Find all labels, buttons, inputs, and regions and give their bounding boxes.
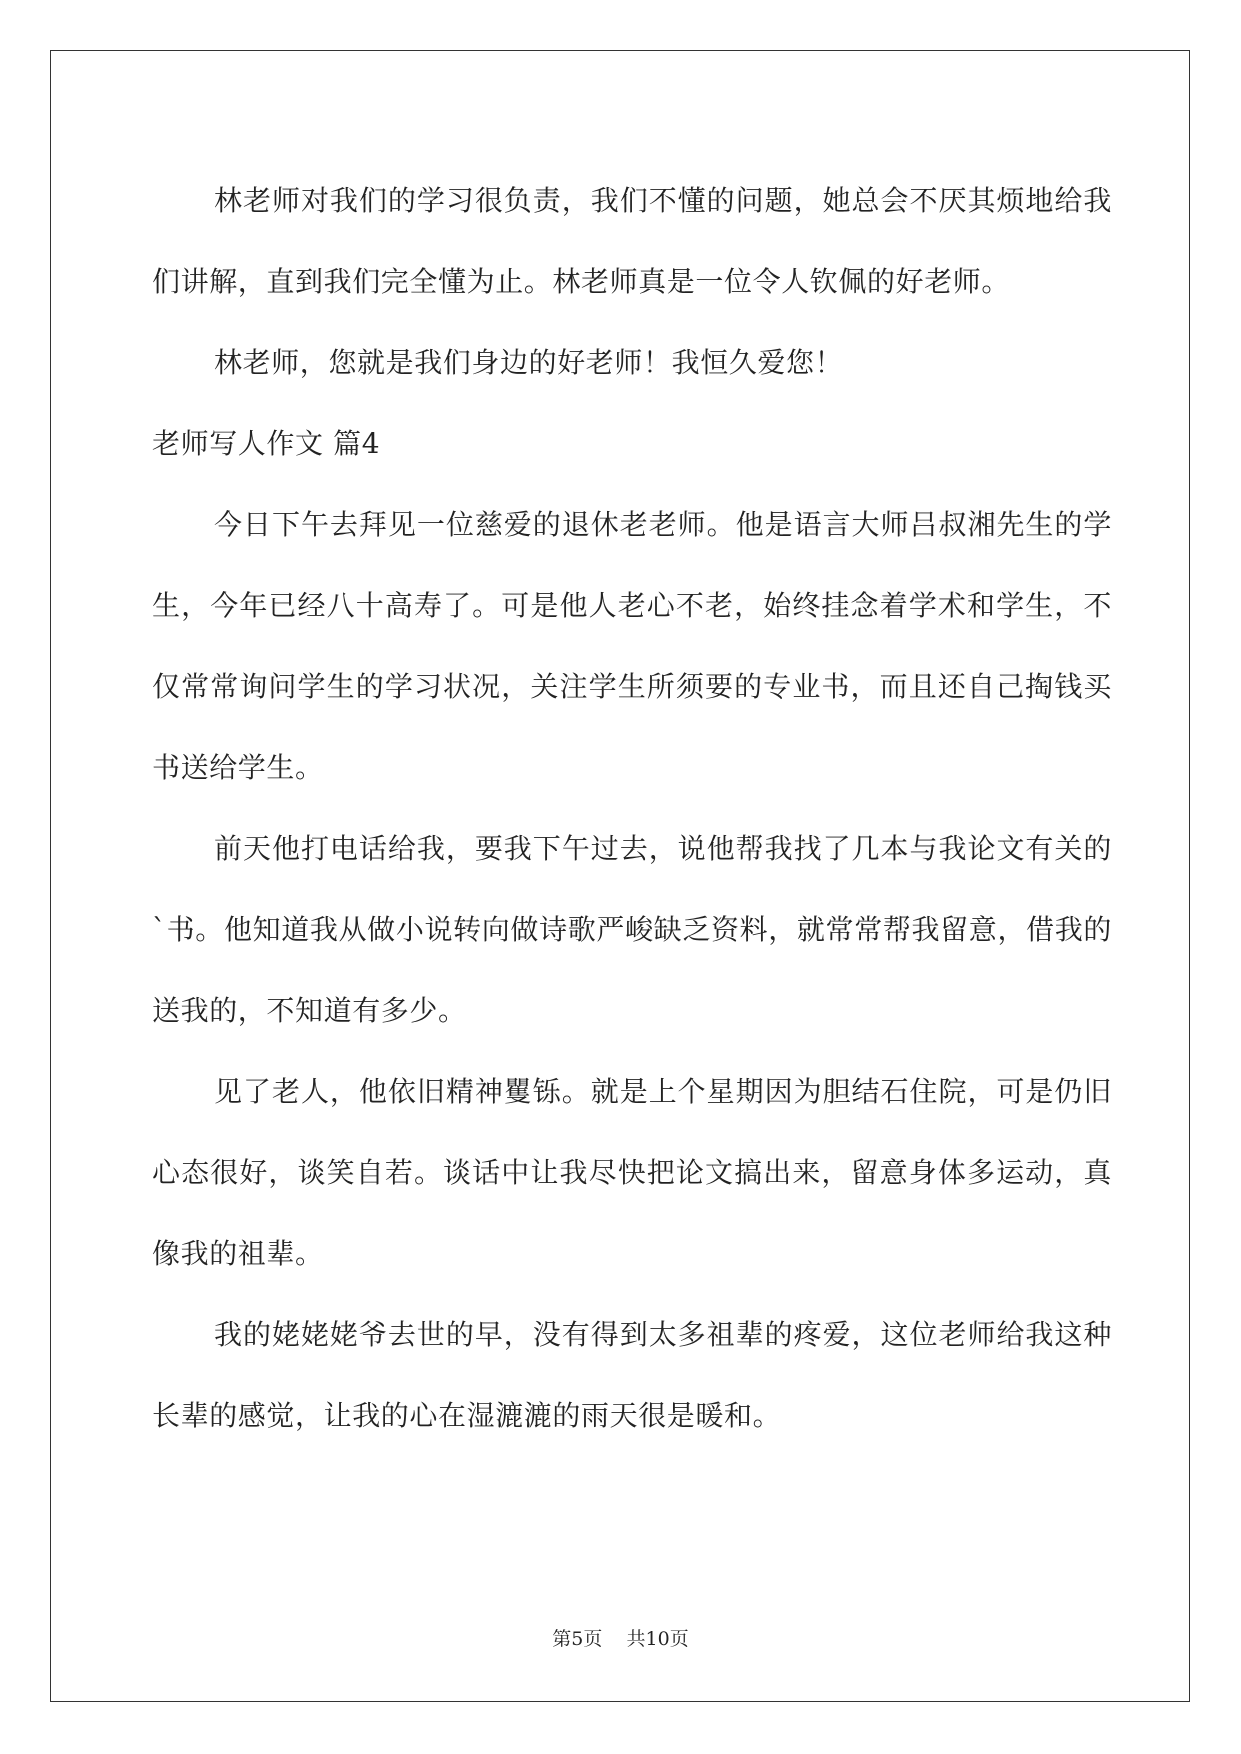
page-footer <box>0 1624 1241 1651</box>
section-heading: 老师写人作文 篇4 <box>152 427 381 460</box>
paragraph-meeting-elder: 见了老人，他依旧精神矍铄。就是上个星期因为胆结石住院，可是仍旧心态很好，谈笑自若。谈话中让我尽快把论文搞出来，留意身体多运动，真像我的祖辈。 <box>152 1075 1112 1270</box>
paragraph-phone-call: 前天他打电话给我，要我下午过去，说他帮我找了几本与我论文有关的`书。他知道我从做小说转向做诗歌严峻缺乏资料，就常常帮我留意，借我的送我的，不知道有多少。 <box>152 832 1112 1027</box>
paragraph-teacher-lin-responsible: 林老师对我们的学习很负责，我们不懂的问题，她总会不厌其烦地给我们讲解，直到我们完全懂为止。林老师真是一位令人钦佩的好老师。 <box>152 184 1112 298</box>
page-total: 共10页 <box>626 1628 689 1650</box>
paragraph-teacher-lin-love: 林老师，您就是我们身边的好老师！我恒久爱您！ <box>214 346 844 379</box>
document-body <box>152 160 1112 1456</box>
paragraph-visit-retired-teacher: 今日下午去拜见一位慈爱的退休老老师。他是语言大师吕叔湘先生的学生，今年已经八十高寿了。可是他人老心不老，始终挂念着学术和学生，不仅常常询问学生的学习状况，关注学生所须要的专业书，而且还自己掏钱买书送给学生。 <box>152 508 1112 784</box>
page-number: 第5页 <box>552 1628 603 1650</box>
paragraph-grandparents: 我的姥姥姥爷去世的早，没有得到太多祖辈的疼爱，这位老师给我这种长辈的感觉，让我的心在湿漉漉的雨天很是暖和。 <box>152 1318 1112 1432</box>
